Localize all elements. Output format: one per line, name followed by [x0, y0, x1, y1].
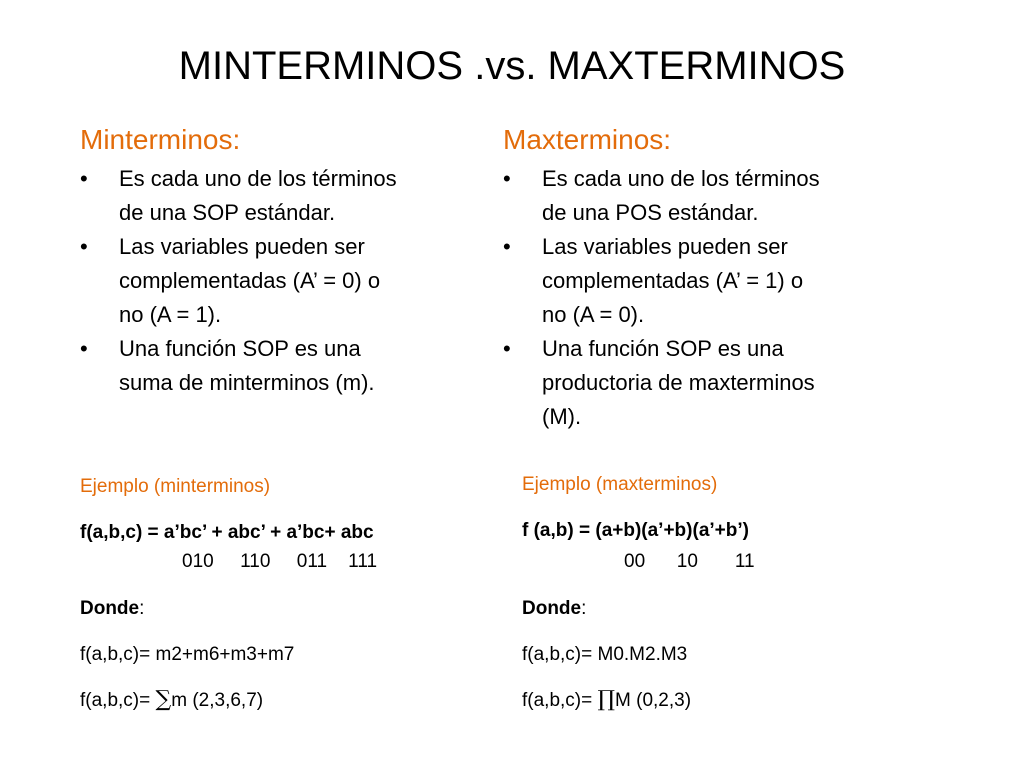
- bullet-line: complementadas (A’ = 1) o: [542, 268, 804, 293]
- minterminos-bullet-list: [80, 162, 480, 400]
- bullet-line: (M).: [542, 404, 582, 429]
- bullet-item: [503, 332, 923, 434]
- minterminos-expression: f(a,b,c)= m2+m6+m3+m7: [80, 644, 295, 665]
- maxterminos-product-expression: [522, 688, 691, 713]
- bullet-dot: •: [80, 166, 88, 191]
- maxterminos-example-heading: Ejemplo (maxterminos): [522, 474, 718, 495]
- minterminos-heading: Minterminos:: [80, 124, 241, 155]
- bullet-dot: •: [80, 336, 88, 361]
- donde-colon: :: [139, 598, 145, 619]
- bullet-item: [503, 230, 923, 332]
- bullet-line: Es cada uno de los términos: [119, 166, 397, 191]
- bullet-line: Es cada uno de los términos: [542, 166, 820, 191]
- bullet-line: productoria de maxterminos: [542, 370, 815, 395]
- bullet-dot: •: [503, 234, 511, 259]
- donde-colon: :: [581, 598, 587, 619]
- bullet-item: [80, 230, 480, 332]
- bullet-line: no (A = 1).: [119, 302, 222, 327]
- bullet-line: de una POS estándar.: [542, 200, 759, 225]
- bullet-line: Una función SOP es una: [119, 336, 361, 361]
- donde-label: Donde: [80, 598, 140, 619]
- maxterminos-codes: 00 10 11: [624, 551, 755, 572]
- product-symbol: ∏: [597, 687, 616, 712]
- bullet-dot: •: [503, 336, 511, 361]
- bullet-line: de una SOP estándar.: [119, 200, 336, 225]
- bullet-item: [80, 332, 480, 400]
- maxterminos-heading: Maxterminos:: [503, 124, 672, 155]
- bullet-line: suma de minterminos (m).: [119, 370, 375, 395]
- bullet-line: no (A = 0).: [542, 302, 645, 327]
- minterminos-example-heading: Ejemplo (minterminos): [80, 476, 271, 497]
- expr-prefix: f(a,b,c)=: [522, 690, 598, 711]
- minterminos-donde: [80, 597, 144, 621]
- expr-suffix: m (2,3,6,7): [171, 690, 264, 711]
- bullet-line: Las variables pueden ser: [542, 234, 788, 259]
- maxterminos-function: f (a,b) = (a+b)(a’+b)(a’+b’): [522, 520, 749, 541]
- bullet-dot: •: [503, 166, 511, 191]
- bullet-line: Una función SOP es una: [542, 336, 784, 361]
- expr-suffix: M (0,2,3): [615, 690, 692, 711]
- maxterminos-donde: [522, 597, 586, 621]
- donde-label: Donde: [522, 598, 582, 619]
- maxterminos-bullet-list: [503, 162, 923, 434]
- slide-title: MINTERMINOS .vs. MAXTERMINOS: [178, 44, 846, 88]
- bullet-dot: •: [80, 234, 88, 259]
- bullet-item: [503, 162, 923, 230]
- maxterminos-expression: f(a,b,c)= M0.M2.M3: [522, 644, 688, 665]
- bullet-line: Las variables pueden ser: [119, 234, 365, 259]
- sum-symbol: ∑: [155, 687, 172, 712]
- bullet-item: [80, 162, 480, 230]
- expr-prefix: f(a,b,c)=: [80, 690, 156, 711]
- minterminos-function: f(a,b,c) = a’bc’ + abc’ + a’bc+ abc: [80, 522, 374, 543]
- minterminos-sum-expression: [80, 688, 263, 713]
- bullet-line: complementadas (A’ = 0) o: [119, 268, 381, 293]
- minterminos-codes: 010 110 011 111: [182, 551, 378, 572]
